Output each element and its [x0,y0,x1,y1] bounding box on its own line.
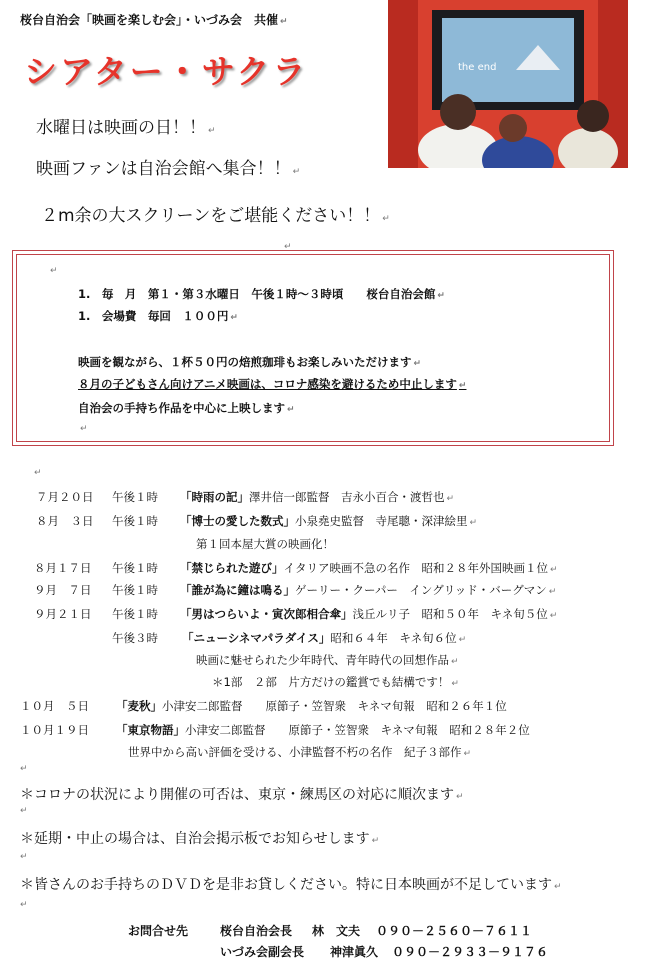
paragraph-mark: ↵ [20,900,28,910]
paragraph-mark: ↵ [34,468,42,478]
intro-line-1: 水曜日は映画の日！！ ↵ [36,118,216,138]
screen-text: the end [458,62,497,73]
paragraph-mark: ↵ [284,242,292,252]
schedule-subnote: 映画に魅せられた少年時代、青年時代の回想作品 ↵ [196,653,459,667]
intro-line-2: 映画ファンは自治会館へ集合！！ ↵ [36,159,301,179]
page-title: シアター・サクラ [24,52,309,91]
coffee-note: 映画を観ながら、１杯５０円の焙煎珈琲もお楽しみいただけます ↵ [78,355,422,369]
paragraph-mark: ↵ [80,424,88,434]
schedule-item: ８月１７日 午後１時 「禁じられた遊び」イタリア映画不急の名作 昭和２８年外国映画１位 ↵ [34,561,558,575]
schedule-item: ８月 ３日 午後１時 「博士の愛した数式」小泉堯史監督 寺尾聰・深津絵里 ↵ [36,514,478,528]
schedule-item: ７月２０日 午後１時 「時雨の記」澤井信一郎監督 吉永小百合・渡哲也 ↵ [36,490,455,504]
paragraph-mark: ↵ [20,852,28,862]
organizers-line: 桜台自治会「映画を楽しむ会」・いづみ会 共催 ↵ [20,13,288,27]
paragraph-mark: ↵ [20,764,28,774]
schedule-subnote: 第１回本屋大賞の映画化！ [196,537,334,551]
schedule-subnote: ＊1部 ２部 片方だけの鑑賞でも結構です！ ↵ [212,675,459,689]
collection-note: 自治会の手持ち作品を中心に上映します ↵ [78,401,295,415]
schedule-item: １０月１９日 「東京物語」小津安二郎監督 原節子・笠智衆 キネマ旬報 昭和２８年２位 [20,723,530,737]
theater-illustration [388,0,628,168]
notice-dvd: ＊皆さんのお手持ちのＤＶＤを是非お貸しください。特に日本映画が不足しています ↵ [20,877,562,893]
schedule-item: 午後３時 「ニューシネマパラダイス」昭和６４年 キネ旬６位 ↵ [112,631,467,645]
theater-illustration-svg [388,0,628,168]
paragraph-mark: ↵ [20,806,28,816]
fee-row: 1. 会場費 毎回 １００円 ↵ [78,309,238,323]
schedule-item: １０月 ５日 「麦秋」小津安二郎監督 原節子・笠智衆 キネマ旬報 昭和２６年１位 [20,699,507,713]
paragraph-mark: ↵ [50,266,58,276]
info-box [12,250,614,446]
schedule-item: ９月 ７日 午後１時 「誰が為に鐘は鳴る」ゲーリー・クーパー イングリッド・バーグマン ↵ [34,583,557,597]
intro-line-3: ２m余の大スクリーンをご堪能ください！！ ↵ [41,206,390,226]
schedule-item: ９月２１日 午後１時 「男はつらいよ・寅次郎相合傘」浅丘ルリ子 昭和５０年 キネ旬５位 ↵ [34,607,558,621]
notice-covid: ＊コロナの状況により開催の可否は、東京・練馬区の対応に順次ます ↵ [20,787,464,803]
contact-line-1: お問合せ先 桜台自治会長 林 文夫 ０９０－２５６０－７６１１ [128,924,533,938]
schedule-subnote: 世界中から高い評価を受ける、小津監督不朽の名作 紀子３部作 ↵ [128,745,472,759]
schedule-rule-row: 1. 毎 月 第１・第３水曜日 午後１時～３時頃 桜台自治会館 ↵ [78,287,445,301]
contact-line-2: いづみ会副会長 神津眞久 ０９０－２９３３－９１７６ [220,945,549,959]
cancellation-note: ８月の子どもさん向けアニメ映画は、コロナ感染を避けるため中止します ↵ [78,377,467,391]
notice-postpone: ＊延期・中止の場合は、自治会掲示板でお知らせします ↵ [20,831,380,847]
